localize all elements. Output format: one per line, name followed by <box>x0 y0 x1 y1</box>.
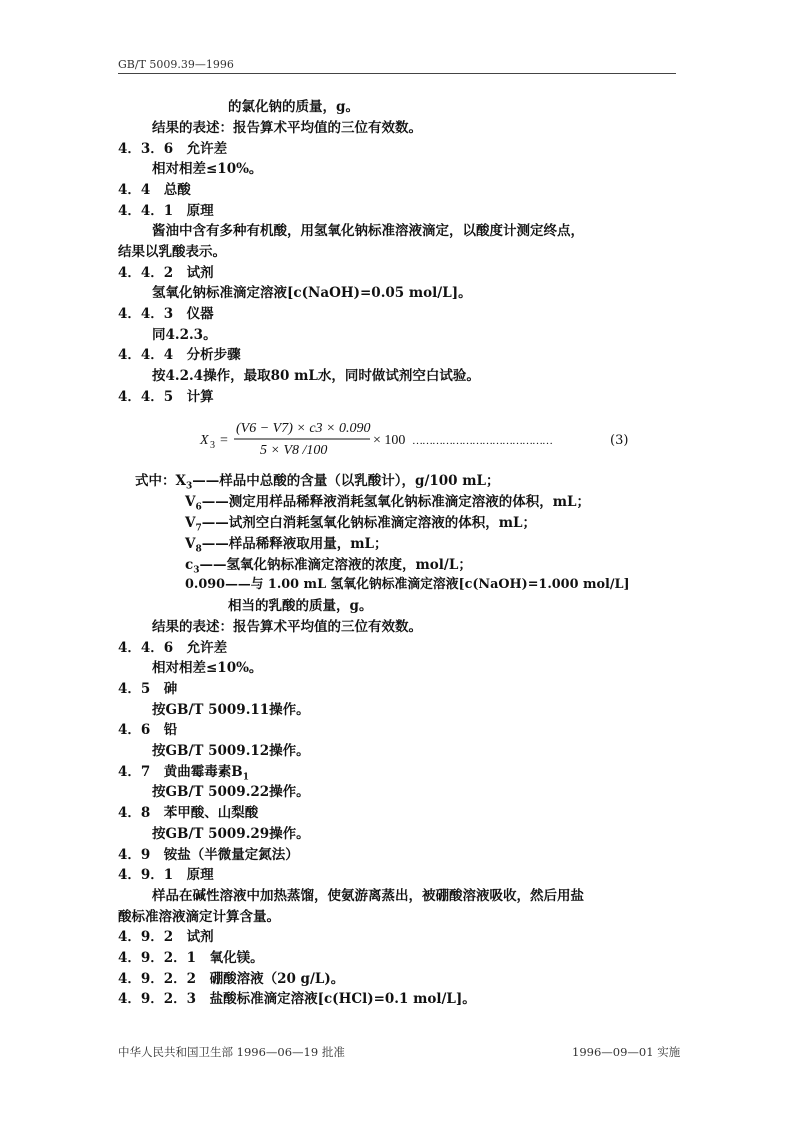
definition-symbol: V <box>185 494 196 510</box>
text-line: 同4.2.3。 <box>152 327 217 343</box>
definition-symbol: 0.090 <box>185 577 226 592</box>
aflatoxin-subscript: 1 <box>242 772 249 783</box>
section-heading: 4．6 铅 <box>118 722 178 738</box>
text-line: 的氯化钠的质量，g。 <box>228 99 359 115</box>
text-line: 氢氧化钠标准滴定溶液[c(NaOH)=0.05 mol/L]。 <box>152 285 472 301</box>
section-heading: 4．4．2 试剂 <box>118 265 214 281</box>
text-line: 按GB/T 5009.22操作。 <box>152 784 310 800</box>
formula-denominator: 5 × V8 /100 <box>260 443 328 458</box>
definition-symbol: c <box>185 557 194 573</box>
definition-line <box>185 576 630 594</box>
definition-prefix: 式中： <box>135 473 176 489</box>
text-line: 相对相差≤10%。 <box>152 161 263 177</box>
standard-code-header: GB/T 5009.39—1996 <box>118 58 234 71</box>
section-heading: 4．8 苯甲酸、山梨酸 <box>118 805 259 821</box>
formula-leader: …………………………………… <box>412 435 552 447</box>
formula-3 <box>198 418 668 460</box>
text-line: 相对相差≤10%。 <box>152 660 263 676</box>
text-line: 酱油中含有多种有机酸，用氢氧化钠标准溶液滴定，以酸度计测定终点， <box>152 223 584 239</box>
formula-svg <box>198 418 668 460</box>
formula-lhs-sub: 3 <box>210 440 215 451</box>
section-heading: 4．4．6 允许差 <box>118 640 228 656</box>
definition-symbol: V <box>185 515 196 531</box>
text-line: 按GB/T 5009.11操作。 <box>152 702 310 718</box>
text-line: 相当的乳酸的质量，g。 <box>228 598 373 614</box>
formula-numerator: (V6 − V7) × c3 × 0.090 <box>236 421 371 436</box>
section-heading: 4．3．6 允许差 <box>118 141 228 157</box>
definition-text: ——与 1.00 mL 氢氧化钠标准滴定溶液[c(NaOH)=1.000 mol/L] <box>225 577 630 592</box>
header-rule <box>118 73 676 74</box>
section-heading: 4．9 铵盐（半微量定氮法） <box>118 847 299 863</box>
svg-text:=: = <box>220 433 228 448</box>
formula-number: (3) <box>610 433 629 448</box>
definition-subscript: 8 <box>195 544 202 555</box>
text-line: 按GB/T 5009.12操作。 <box>152 743 310 759</box>
definition-symbol: V <box>185 536 196 552</box>
section-heading: 4．4．3 仪器 <box>118 306 214 322</box>
text-line: 样品在碱性溶液中加热蒸馏，使氨游离蒸出，被硼酸溶液吸收，然后用盐 <box>152 888 584 904</box>
formula-multiplier: × 100 <box>373 433 406 448</box>
approval-footer: 中华人民共和国卫生部 1996—06—19 批准 <box>118 1045 345 1059</box>
section-heading: 4．4．4 分析步骤 <box>118 347 241 363</box>
definition-text: ——样品稀释液取用量，mL； <box>201 536 388 552</box>
section-heading: 4．4．1 原理 <box>118 203 214 219</box>
definition-symbol: X <box>175 473 186 489</box>
definition-text: ——样品中总酸的含量（以乳酸计），g/100 mL； <box>192 473 500 489</box>
definition-subscript: 3 <box>185 481 193 492</box>
text-line: 结果的表述：报告算术平均值的三位有效数。 <box>152 120 422 136</box>
section-heading: 4．9．2．1 氧化镁。 <box>118 950 264 966</box>
section-heading: 4．4 总酸 <box>118 182 191 198</box>
text-line: 按GB/T 5009.29操作。 <box>152 826 310 842</box>
text-line: 结果的表述：报告算术平均值的三位有效数。 <box>152 619 422 635</box>
section-heading: 4．5 砷 <box>118 681 178 697</box>
section-heading: 4．9．2．3 盐酸标准滴定溶液[c(HCl)=0.1 mol/L]。 <box>118 991 476 1007</box>
heading-text: 4．7 黄曲霉毒素B <box>118 764 243 780</box>
section-heading: 4．9．2 试剂 <box>118 929 214 945</box>
section-heading: 4．9．2．2 硼酸溶液（20 g/L)。 <box>118 971 345 987</box>
section-heading: 4．9．1 原理 <box>118 867 214 883</box>
definition-text: ——氢氧化钠标准滴定溶液的浓度，mol/L； <box>199 557 472 573</box>
implementation-footer: 1996—09—01 实施 <box>572 1045 681 1059</box>
text-line: 按4.2.4操作，最取80 mL水，同时做试剂空白试验。 <box>152 368 480 384</box>
text-line: 酸标准溶液滴定计算含量。 <box>118 909 280 925</box>
definition-text: ——测定用样品稀释液消耗氢氧化钠标准滴定溶液的体积，mL； <box>201 494 591 510</box>
definition-subscript: 6 <box>195 502 202 513</box>
formula-lhs: X <box>200 433 209 448</box>
definition-subscript: 7 <box>195 523 202 534</box>
definition-text: ——试剂空白消耗氢氧化钠标准滴定溶液的体积，mL； <box>201 515 537 531</box>
section-heading: 4．4．5 计算 <box>118 389 214 405</box>
text-line: 结果以乳酸表示。 <box>118 244 226 260</box>
definition-subscript: 3 <box>193 565 200 576</box>
